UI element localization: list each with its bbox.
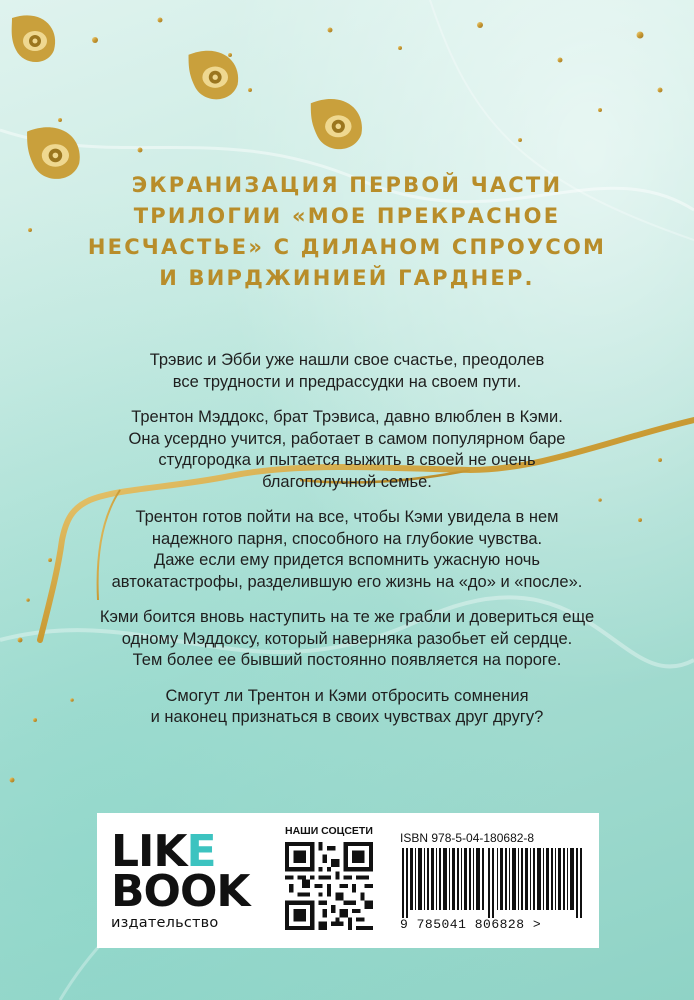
blurb-line: Даже если ему придется вспомнить ужасную ночь [154, 551, 540, 569]
tagline-line: ТРИЛОГИИ «МОЕ ПРЕКРАСНОЕ [133, 204, 561, 228]
publisher-subtitle: издательство [111, 915, 219, 931]
gold-eye-drop-icon [2, 8, 62, 68]
tagline-line: НЕСЧАСТЬЕ» С ДИЛАНОМ СПРОУСОМ [87, 235, 607, 259]
blurb-line: Кэми боится вновь наступить на те же грабли и довериться еще [99, 608, 595, 626]
logo-text: LIK [111, 826, 187, 877]
tagline-line: ЭКРАНИЗАЦИЯ ПЕРВОЙ ЧАСТИ [131, 173, 563, 197]
blurb-line: одному Мэддоксу, который наверняка разобьет ей сердце. [121, 629, 573, 648]
ean-number: 9 785041 806828 > [400, 917, 542, 932]
logo-bottom-line: BOOK [111, 866, 250, 917]
blurb-line: Она усердно учится, работает в самом популярном баре [128, 429, 566, 448]
book-blurb [60, 336, 634, 743]
qr-code[interactable] [285, 842, 373, 930]
blurb-line: Тем более ее бывший постоянно появляется на пороге. [132, 651, 562, 669]
blurb-line: все трудности и предрассудки на своем пути. [172, 372, 522, 391]
blurb-line: Трентон Мэддокс, брат Трэвиса, давно влюблен в Кэми. [131, 408, 563, 426]
social-label: НАШИ СОЦСЕТИ [285, 825, 373, 837]
isbn-text: ISBN 978-5-04-180682-8 [400, 831, 535, 845]
gold-eye-drop-icon [302, 90, 368, 156]
blurb-line: Смогут ли Трентон и Кэми отбросить сомнения [165, 686, 529, 705]
blurb-line: надежного парня, способного на глубокие чувства. [151, 529, 543, 548]
blurb-line: студгородка и пытается выжить в своей не очень [158, 451, 536, 469]
tagline-line: И ВИРДЖИНИЕЙ ГАРДНЕР. [159, 266, 535, 290]
blurb-line: и наконец признаться в своих чувствах друг другу? [150, 708, 544, 726]
blurb-line: Трентон готов пойти на все, чтобы Кэми увидела в нем [135, 508, 559, 526]
publisher-info-box [97, 813, 599, 948]
blurb-line: Трэвис и Эбби уже нашли свое счастье, преодолев [149, 351, 545, 369]
gold-eye-drop-icon [180, 42, 244, 106]
logo-accent-letter: E [186, 826, 216, 877]
barcode [400, 848, 586, 918]
blurb-line: автокатастрофы, разделившую его жизнь на «до» и «после». [111, 572, 583, 591]
blurb-line: благополучной семье. [262, 472, 432, 491]
adaptation-tagline [70, 170, 624, 294]
likebook-logo [111, 826, 261, 938]
